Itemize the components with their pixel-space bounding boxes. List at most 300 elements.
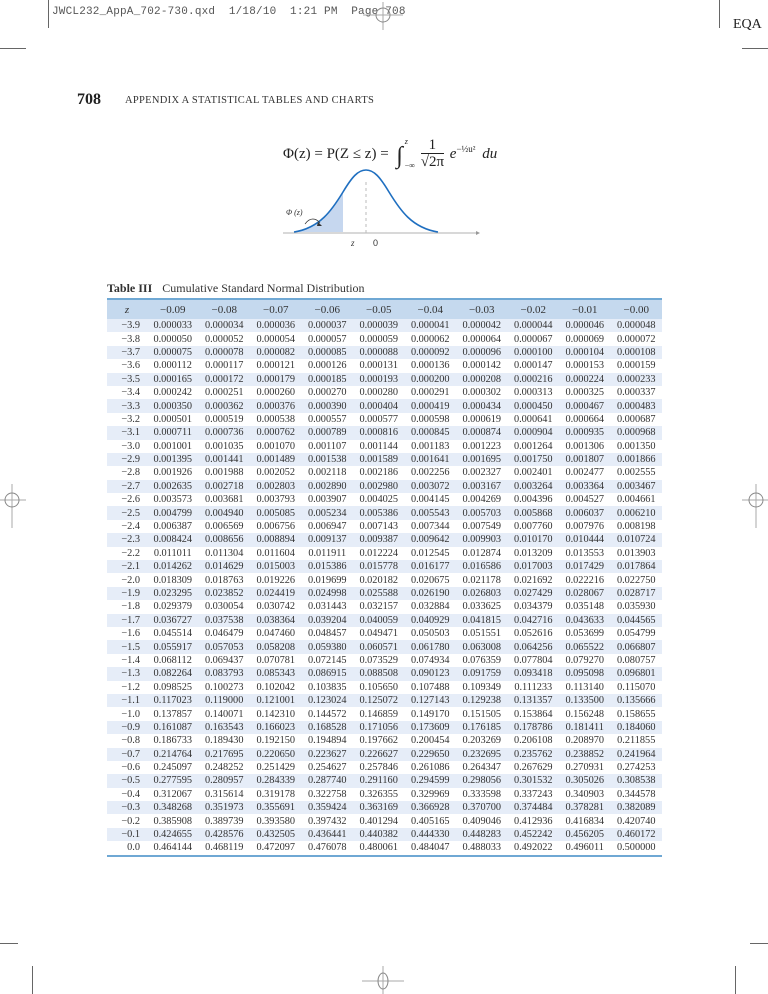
probability-cell: 0.006756 <box>256 521 296 533</box>
z-value-cell: −3.0 <box>121 440 140 452</box>
probability-cell: 0.337243 <box>513 788 553 800</box>
probability-cell: 0.444330 <box>405 828 457 841</box>
probability-cell: 0.000845 <box>405 426 457 439</box>
probability-cell: 0.158655 <box>616 708 656 720</box>
probability-cell: 0.409046 <box>462 815 502 827</box>
probability-cell: 0.008894 <box>250 533 302 546</box>
probability-cell: 0.464144 <box>153 842 193 854</box>
corner-tag: EQA <box>733 17 762 32</box>
probability-cell: 0.091759 <box>456 667 508 680</box>
z-value-cell: −0.3 <box>107 801 147 814</box>
probability-cell: 0.008198 <box>616 521 656 533</box>
crop-mark <box>0 48 26 49</box>
probability-cell: 0.073529 <box>359 654 399 666</box>
probability-cell: 0.129238 <box>456 694 508 707</box>
z-value-cell: −1.5 <box>107 640 147 653</box>
probability-cell: 0.496011 <box>565 842 604 854</box>
probability-cell: 0.117023 <box>147 694 199 707</box>
table-row <box>107 681 662 694</box>
probability-cell: 0.103835 <box>307 681 347 693</box>
probability-cell: 0.000557 <box>307 413 347 425</box>
probability-cell: 0.002118 <box>308 467 347 479</box>
probability-cell: 0.000874 <box>456 426 508 439</box>
z-value-cell: −1.6 <box>121 628 140 640</box>
probability-cell: 0.002555 <box>616 467 656 479</box>
column-header-z: z <box>107 299 147 319</box>
table-row <box>107 614 662 627</box>
probability-cell: 0.000179 <box>250 373 302 386</box>
probability-cell: 0.000467 <box>559 399 611 412</box>
probability-cell: 0.109349 <box>462 681 502 693</box>
crop-mark <box>48 0 49 28</box>
probability-cell: 0.088508 <box>353 667 405 680</box>
probability-cell: 0.012224 <box>359 547 399 559</box>
probability-cell: 0.319178 <box>256 788 296 800</box>
probability-cell: 0.420740 <box>616 815 656 827</box>
probability-cell: 0.013903 <box>616 547 656 559</box>
probability-cell: 0.000034 <box>199 319 251 332</box>
z-value-cell: −2.9 <box>107 453 147 466</box>
table-row <box>107 399 662 412</box>
probability-cell: 0.235762 <box>508 748 560 761</box>
probability-cell: 0.000054 <box>256 333 296 345</box>
probability-cell: 0.005703 <box>456 506 508 519</box>
probability-cell: 0.000147 <box>513 360 553 372</box>
probability-cell: 0.000664 <box>565 413 605 425</box>
probability-cell: 0.021178 <box>462 574 501 586</box>
probability-cell: 0.223627 <box>302 748 354 761</box>
probability-cell: 0.004799 <box>147 506 199 519</box>
table-row <box>107 466 662 479</box>
probability-cell: 0.002186 <box>359 467 399 479</box>
probability-cell: 0.000044 <box>508 319 560 332</box>
probability-cell: 0.083793 <box>199 667 251 680</box>
probability-cell: 0.301532 <box>508 774 560 787</box>
table-row <box>107 734 662 747</box>
probability-cell: 0.440382 <box>353 828 405 841</box>
probability-cell: 0.001144 <box>359 440 398 452</box>
probability-cell: 0.000216 <box>508 373 560 386</box>
probability-cell: 0.019699 <box>307 574 347 586</box>
registration-mark-icon <box>740 484 768 528</box>
probability-cell: 0.149170 <box>410 708 450 720</box>
table-row <box>107 654 662 667</box>
z-value-cell: −1.4 <box>121 654 140 666</box>
column-header: −0.03 <box>456 299 508 319</box>
probability-cell: 0.000260 <box>256 387 296 399</box>
probability-cell: 0.000736 <box>199 426 251 439</box>
probability-cell: 0.000935 <box>559 426 611 439</box>
table-row <box>107 587 662 600</box>
probability-cell: 0.001441 <box>199 453 251 466</box>
probability-cell: 0.066807 <box>611 640 663 653</box>
probability-cell: 0.351973 <box>199 801 251 814</box>
probability-cell: 0.401294 <box>359 815 399 827</box>
probability-cell: 0.024998 <box>302 587 354 600</box>
probability-cell: 0.468119 <box>205 842 244 854</box>
table-row <box>107 774 662 787</box>
column-header: −0.06 <box>302 299 354 319</box>
probability-cell: 0.017003 <box>508 560 560 573</box>
probability-cell: 0.001538 <box>302 453 354 466</box>
probability-cell: 0.189430 <box>204 735 244 747</box>
probability-cell: 0.131357 <box>508 694 560 707</box>
z-value-cell: −2.3 <box>107 533 147 546</box>
probability-cell: 0.280957 <box>199 774 251 787</box>
table-row <box>107 547 662 560</box>
table-row <box>107 667 662 680</box>
z-value-cell: −2.0 <box>121 574 140 586</box>
probability-cell: 0.492022 <box>513 842 553 854</box>
probability-cell: 0.000200 <box>405 373 457 386</box>
probability-cell: 0.151505 <box>462 708 502 720</box>
probability-cell: 0.000483 <box>611 399 663 412</box>
probability-cell: 0.146859 <box>359 708 399 720</box>
probability-cell: 0.121001 <box>250 694 302 707</box>
axis-label-z: z <box>351 238 355 248</box>
column-header: −0.08 <box>199 299 251 319</box>
probability-cell: 0.002052 <box>256 467 296 479</box>
z-value-cell: −1.2 <box>121 681 140 693</box>
table-row <box>107 748 662 761</box>
probability-cell: 0.023852 <box>199 587 251 600</box>
probability-cell: 0.000052 <box>204 333 244 345</box>
probability-cell: 0.058208 <box>250 640 302 653</box>
probability-cell: 0.047460 <box>256 628 296 640</box>
probability-cell: 0.000390 <box>302 399 354 412</box>
probability-cell: 0.000100 <box>508 346 560 359</box>
probability-cell: 0.040059 <box>353 614 405 627</box>
z-value-cell: −2.1 <box>107 560 147 573</box>
table-row <box>107 506 662 519</box>
probability-cell: 0.060571 <box>353 640 405 653</box>
probability-cell: 0.000280 <box>359 387 399 399</box>
table-row <box>107 761 662 774</box>
probability-cell: 0.000251 <box>204 387 244 399</box>
probability-cell: 0.156248 <box>565 708 605 720</box>
probability-cell: 0.123024 <box>302 694 354 707</box>
probability-cell: 0.069437 <box>204 654 244 666</box>
z-value-cell: −3.3 <box>107 399 147 412</box>
probability-cell: 0.389739 <box>204 815 244 827</box>
probability-cell: 0.055917 <box>147 640 199 653</box>
probability-cell: 0.315614 <box>204 788 244 800</box>
probability-cell: 0.500000 <box>616 842 656 854</box>
probability-cell: 0.003072 <box>405 480 457 493</box>
probability-cell: 0.001866 <box>611 453 663 466</box>
probability-cell: 0.001988 <box>204 467 244 479</box>
print-slug: JWCL232_AppA_702-730.qxd 1/18/10 1:21 PM Page 708 <box>52 6 406 18</box>
z-value-cell: −0.7 <box>107 748 147 761</box>
probability-cell: 0.003907 <box>307 494 347 506</box>
probability-cell: 0.076359 <box>462 654 502 666</box>
probability-cell: 0.068112 <box>153 654 192 666</box>
probability-cell: 0.344578 <box>616 788 656 800</box>
probability-cell: 0.000096 <box>456 346 508 359</box>
table-header-row <box>107 299 662 319</box>
probability-cell: 0.002477 <box>565 467 605 479</box>
probability-cell: 0.020675 <box>410 574 450 586</box>
probability-cell: 0.000577 <box>359 413 399 425</box>
probability-cell: 0.000270 <box>307 387 347 399</box>
probability-cell: 0.113140 <box>565 681 604 693</box>
probability-cell: 0.203269 <box>462 735 502 747</box>
probability-cell: 0.046479 <box>204 628 244 640</box>
probability-cell: 0.026803 <box>456 587 508 600</box>
probability-cell: 0.017429 <box>559 560 611 573</box>
probability-cell: 0.000159 <box>616 360 656 372</box>
probability-cell: 0.020182 <box>359 574 399 586</box>
probability-cell: 0.009903 <box>456 533 508 546</box>
probability-cell: 0.000050 <box>153 333 193 345</box>
probability-cell: 0.045514 <box>153 628 193 640</box>
probability-cell: 0.107488 <box>410 681 450 693</box>
integral-sign: ∫ <box>396 142 403 169</box>
probability-cell: 0.070781 <box>256 654 296 666</box>
probability-cell: 0.018309 <box>153 574 193 586</box>
probability-cell: 0.093418 <box>508 667 560 680</box>
probability-cell: 0.000501 <box>153 413 193 425</box>
probability-cell: 0.003573 <box>153 494 193 506</box>
probability-cell: 0.000224 <box>559 373 611 386</box>
z-value-cell: −3.9 <box>107 319 147 332</box>
probability-cell: 0.284339 <box>250 774 302 787</box>
registration-mark-icon <box>0 484 28 528</box>
probability-cell: 0.000064 <box>462 333 502 345</box>
probability-cell: 0.257846 <box>359 762 399 774</box>
probability-cell: 0.086915 <box>302 667 354 680</box>
probability-cell: 0.063008 <box>456 640 508 653</box>
probability-cell: 0.011011 <box>153 547 192 559</box>
z-value-cell: −3.7 <box>107 346 147 359</box>
probability-cell: 0.382089 <box>611 801 663 814</box>
probability-cell: 0.211855 <box>617 735 656 747</box>
probability-cell: 0.035148 <box>565 601 605 613</box>
probability-cell: 0.014629 <box>199 560 251 573</box>
probability-cell: 0.096801 <box>611 667 663 680</box>
probability-cell: 0.005868 <box>508 506 560 519</box>
crop-mark <box>742 48 768 49</box>
probability-cell: 0.248252 <box>204 762 244 774</box>
table-row <box>107 721 662 734</box>
probability-cell: 0.007760 <box>513 521 553 533</box>
probability-cell: 0.064256 <box>508 640 560 653</box>
probability-cell: 0.025588 <box>353 587 405 600</box>
probability-cell: 0.074934 <box>410 654 450 666</box>
probability-cell: 0.022216 <box>565 574 605 586</box>
probability-cell: 0.001264 <box>513 440 553 452</box>
probability-cell: 0.005085 <box>250 506 302 519</box>
probability-cell: 0.186733 <box>153 735 193 747</box>
probability-cell: 0.171056 <box>353 721 405 734</box>
probability-cell: 0.000088 <box>353 346 405 359</box>
probability-cell: 0.000968 <box>611 426 663 439</box>
probability-cell: 0.476078 <box>307 842 347 854</box>
z-value-cell: −1.7 <box>107 614 147 627</box>
probability-cell: 0.176185 <box>456 721 508 734</box>
table-row <box>107 533 662 546</box>
probability-cell: 0.001035 <box>204 440 244 452</box>
probability-cell: 0.065522 <box>559 640 611 653</box>
probability-cell: 0.095098 <box>559 667 611 680</box>
probability-cell: 0.016177 <box>405 560 457 573</box>
probability-cell: 0.001750 <box>508 453 560 466</box>
probability-cell: 0.000419 <box>405 399 457 412</box>
probability-cell: 0.001070 <box>256 440 296 452</box>
probability-cell: 0.000042 <box>456 319 508 332</box>
probability-cell: 0.000062 <box>410 333 450 345</box>
probability-cell: 0.000789 <box>302 426 354 439</box>
probability-cell: 0.016586 <box>456 560 508 573</box>
probability-cell: 0.270931 <box>565 762 605 774</box>
column-header: −0.07 <box>250 299 302 319</box>
probability-cell: 0.082264 <box>147 667 199 680</box>
probability-cell: 0.051551 <box>462 628 502 640</box>
probability-cell: 0.039204 <box>302 614 354 627</box>
probability-cell: 0.061780 <box>405 640 457 653</box>
probability-cell: 0.125072 <box>353 694 405 707</box>
probability-cell: 0.002256 <box>410 467 450 479</box>
z-value-cell: −2.7 <box>107 480 147 493</box>
probability-cell: 0.348268 <box>147 801 199 814</box>
z-value-cell: −2.2 <box>121 547 140 559</box>
probability-cell: 0.274253 <box>616 762 656 774</box>
z-value-cell: −3.1 <box>107 426 147 439</box>
probability-cell: 0.480061 <box>359 842 399 854</box>
probability-cell: 0.166023 <box>250 721 302 734</box>
table-row <box>107 493 662 506</box>
probability-cell: 0.007344 <box>410 521 450 533</box>
probability-cell: 0.079270 <box>565 654 605 666</box>
probability-cell: 0.009642 <box>405 533 457 546</box>
probability-cell: 0.026190 <box>405 587 457 600</box>
probability-cell: 0.000538 <box>256 413 296 425</box>
table-row <box>107 413 662 426</box>
table-row <box>107 332 662 345</box>
probability-cell: 0.003681 <box>204 494 244 506</box>
probability-cell: 0.305026 <box>559 774 611 787</box>
probability-cell: 0.208970 <box>565 735 605 747</box>
probability-cell: 0.000153 <box>565 360 605 372</box>
probability-cell: 0.005234 <box>302 506 354 519</box>
probability-cell: 0.000376 <box>250 399 302 412</box>
probability-cell: 0.012545 <box>410 547 450 559</box>
table-row <box>107 453 662 466</box>
probability-cell: 0.000041 <box>405 319 457 332</box>
probability-cell: 0.001306 <box>565 440 605 452</box>
probability-cell: 0.032157 <box>359 601 399 613</box>
probability-cell: 0.448283 <box>456 828 508 841</box>
z-value-cell: −2.5 <box>107 506 147 519</box>
probability-cell: 0.059380 <box>302 640 354 653</box>
probability-cell: 0.006210 <box>611 506 663 519</box>
table-row <box>107 600 662 613</box>
table-row <box>107 319 662 332</box>
probability-cell: 0.245097 <box>153 762 193 774</box>
probability-cell: 0.254627 <box>307 762 347 774</box>
probability-cell: 0.385908 <box>153 815 193 827</box>
probability-cell: 0.312067 <box>153 788 193 800</box>
crop-mark <box>0 943 18 944</box>
probability-cell: 0.000046 <box>559 319 611 332</box>
probability-cell: 0.072145 <box>307 654 347 666</box>
probability-cell: 0.003793 <box>256 494 296 506</box>
probability-cell: 0.000131 <box>359 360 399 372</box>
probability-cell: 0.428576 <box>199 828 251 841</box>
probability-cell: 0.001350 <box>616 440 656 452</box>
table-row <box>107 627 662 640</box>
probability-cell: 0.002401 <box>513 467 553 479</box>
probability-cell: 0.000165 <box>147 373 199 386</box>
probability-cell: 0.000208 <box>456 373 508 386</box>
probability-cell: 0.181411 <box>559 721 611 734</box>
z-value-cell: −3.2 <box>121 413 140 425</box>
probability-cell: 0.000325 <box>565 387 605 399</box>
probability-cell: 0.002980 <box>353 480 405 493</box>
probability-cell: 0.197662 <box>359 735 399 747</box>
z-value-cell: −1.1 <box>107 694 147 707</box>
z-value-cell: −0.6 <box>121 762 140 774</box>
probability-cell: 0.436441 <box>302 828 354 841</box>
probability-cell: 0.001183 <box>411 440 450 452</box>
probability-cell: 0.000057 <box>307 333 347 345</box>
probability-cell: 0.030054 <box>204 601 244 613</box>
probability-cell: 0.000072 <box>616 333 656 345</box>
probability-cell: 0.192150 <box>256 735 296 747</box>
probability-cell: 0.038364 <box>250 614 302 627</box>
probability-cell: 0.161087 <box>147 721 199 734</box>
probability-cell: 0.000362 <box>199 399 251 412</box>
column-header: −0.09 <box>147 299 199 319</box>
registration-mark-icon <box>363 2 403 32</box>
probability-cell: 0.098525 <box>153 681 193 693</box>
probability-cell: 0.000519 <box>204 413 244 425</box>
probability-cell: 0.004527 <box>565 494 605 506</box>
probability-cell: 0.238852 <box>559 748 611 761</box>
table-row <box>107 359 662 372</box>
z-value-cell: −3.8 <box>121 333 140 345</box>
probability-cell: 0.484047 <box>410 842 450 854</box>
probability-cell: 0.329969 <box>410 788 450 800</box>
exp-base: e <box>449 145 457 162</box>
column-header: −0.02 <box>508 299 560 319</box>
probability-cell: 0.322758 <box>307 788 347 800</box>
probability-cell: 0.456205 <box>559 828 611 841</box>
probability-cell: 0.137857 <box>153 708 193 720</box>
probability-cell: 0.000126 <box>307 360 347 372</box>
probability-cell: 0.229650 <box>405 748 457 761</box>
probability-cell: 0.173609 <box>405 721 457 734</box>
probability-cell: 0.000033 <box>147 319 199 332</box>
probability-cell: 0.007976 <box>565 521 605 533</box>
probability-cell: 0.040929 <box>405 614 457 627</box>
table-row <box>107 841 662 855</box>
column-header: −0.00 <box>611 299 663 319</box>
probability-cell: 0.220650 <box>250 748 302 761</box>
probability-cell: 0.002327 <box>462 467 502 479</box>
probability-cell: 0.021692 <box>513 574 553 586</box>
probability-cell: 0.011604 <box>256 547 295 559</box>
probability-cell: 0.009137 <box>302 533 354 546</box>
probability-cell: 0.029379 <box>153 601 193 613</box>
probability-cell: 0.005543 <box>405 506 457 519</box>
probability-cell: 0.037538 <box>199 614 251 627</box>
formula-lhs: Φ(z) = P(Z ≤ z) = <box>283 145 389 162</box>
table-row <box>107 828 662 841</box>
probability-cell: 0.000059 <box>359 333 399 345</box>
probability-cell: 0.015386 <box>302 560 354 573</box>
probability-cell: 0.105650 <box>359 681 399 693</box>
